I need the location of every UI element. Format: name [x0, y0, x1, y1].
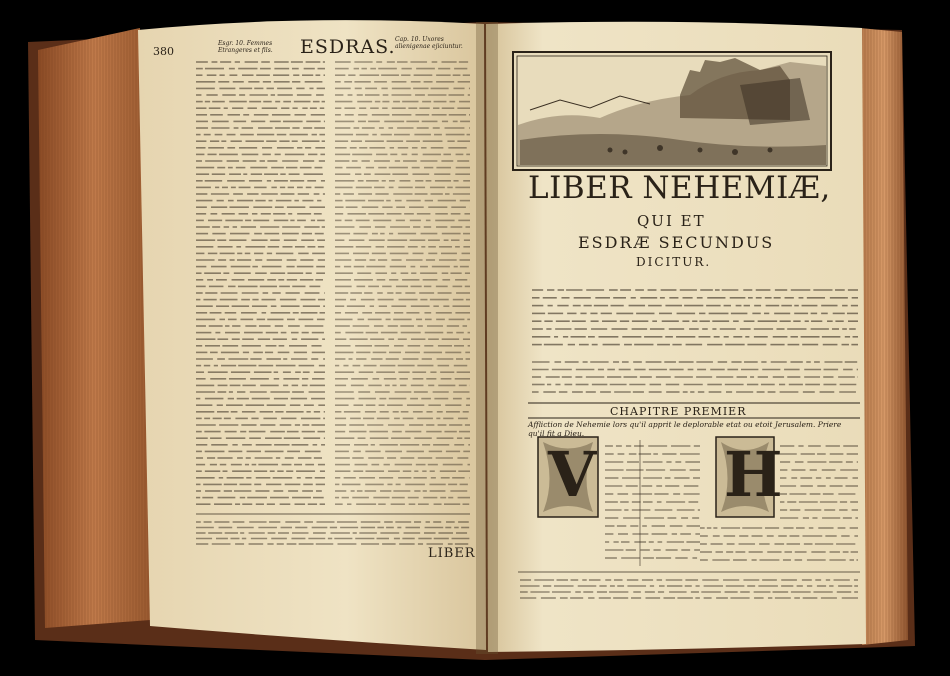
chapter-summary: Affliction de Nehemie lors qu'il apprit le deplorable etat ou etoit Jerusalem. Priere qu'il fit a Dieu.: [528, 420, 842, 438]
left-page-number: 380: [153, 45, 174, 58]
left-running-head-note-left: Esgr. 10. Femmes Etrangeres et fils.: [218, 40, 273, 54]
gutter-shadow: [476, 22, 498, 654]
left-catchword: LIBER: [428, 546, 476, 561]
left-running-head: ESDRAS.: [300, 36, 396, 58]
title-dicitur: DICITUR.: [636, 255, 712, 269]
title-esdrae-secundus: ESDRÆ SECUNDUS: [578, 233, 775, 252]
engraving-illustration: [513, 52, 831, 170]
left-running-head-note-right: Cap. 10. Uxores alienigenae ejiciuntur.: [395, 36, 463, 50]
initial-letter-h: H: [724, 438, 783, 511]
book-title: LIBER NEHEMIÆ,: [528, 170, 831, 206]
title-qui-et: QUI ET: [637, 212, 706, 230]
initial-letter-v: V: [548, 438, 597, 511]
chapter-heading: CHAPITRE PREMIER: [610, 405, 747, 418]
